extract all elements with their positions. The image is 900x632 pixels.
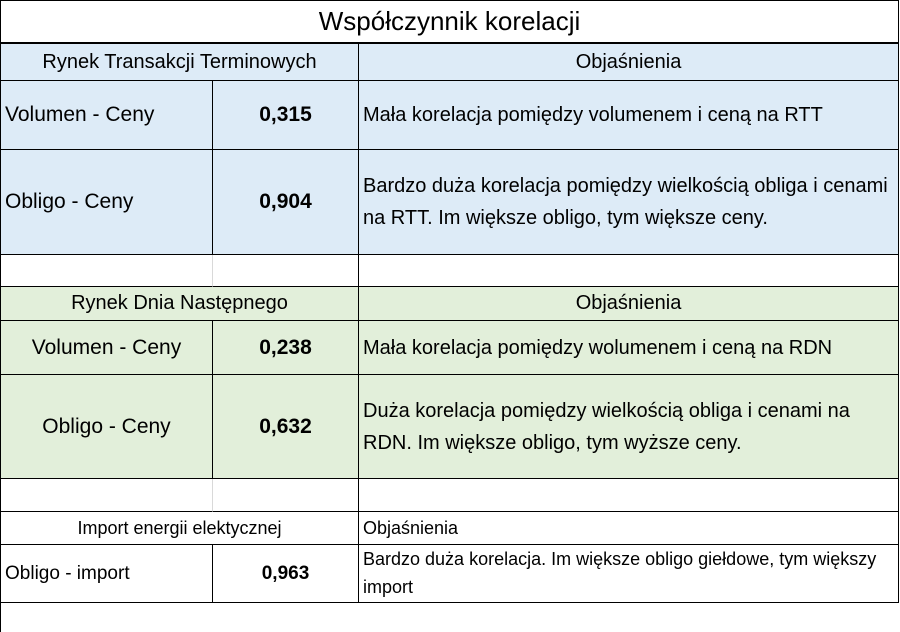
row-description: Bardzo duża korelacja pomiędzy wielkością obliga i cenami na RTT. Im większe obligo, tym większe ceny. — [359, 150, 899, 255]
table-title: Współczynnik korelacji — [1, 0, 899, 44]
spacer-cell — [213, 479, 359, 512]
row-description: Mała korelacja pomiędzy wolumenem i ceną na RDN — [359, 321, 899, 375]
spacer-cell — [213, 255, 359, 287]
row-value: 0,632 — [213, 375, 359, 479]
spacer-cell — [359, 479, 899, 512]
section-header-rdn: Rynek Dnia Następnego — [1, 287, 359, 321]
row-label: Volumen - Ceny — [1, 81, 213, 150]
row-description: Bardzo duża korelacja. Im większe obligo giełdowe, tym większy import — [359, 545, 899, 603]
section-explanations-header-import: Objaśnienia — [359, 512, 899, 545]
row-label: Obligo - import — [1, 545, 213, 603]
row-value: 0,315 — [213, 81, 359, 150]
section-explanations-header-rtt: Objaśnienia — [359, 44, 899, 81]
row-label: Obligo - Ceny — [1, 375, 213, 479]
spacer-cell — [1, 479, 213, 512]
spacer-cell — [359, 255, 899, 287]
row-value: 0,904 — [213, 150, 359, 255]
row-description: Duża korelacja pomiędzy wielkością obliga i cenami na RDN. Im większe obligo, tym wyższe ceny. — [359, 375, 899, 479]
section-explanations-header-rdn: Objaśnienia — [359, 287, 899, 321]
section-header-rtt: Rynek Transakcji Terminowych — [1, 44, 359, 81]
row-value: 0,963 — [213, 545, 359, 603]
row-label: Volumen - Ceny — [1, 321, 213, 375]
spacer-cell — [1, 255, 213, 287]
row-label: Obligo - Ceny — [1, 150, 213, 255]
row-value: 0,238 — [213, 321, 359, 375]
section-header-import: Import energii elektycznej — [1, 512, 359, 545]
row-description: Mała korelacja pomiędzy volumenem i ceną na RTT — [359, 81, 899, 150]
